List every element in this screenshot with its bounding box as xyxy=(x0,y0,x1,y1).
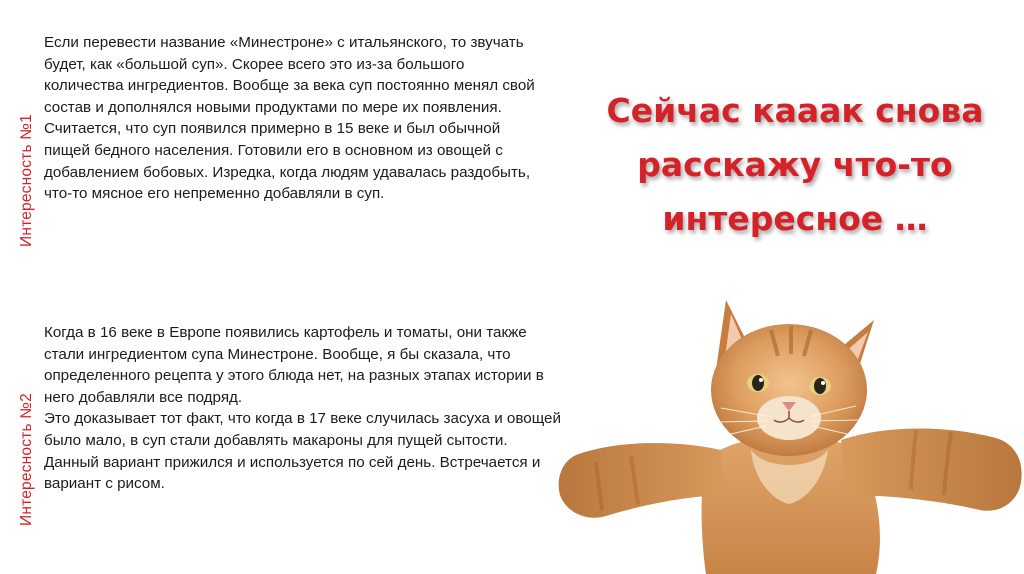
interest-label-1: Интересность №1 xyxy=(18,114,35,247)
cat-image xyxy=(556,290,1024,574)
paragraph-1-2: Считается, что суп появился примерно в 15 веке и был обычной пищей бедного населения. Готовили его в основном из овощей с добавлением бобовых. Изредка, когда людям удавалась раздобыть, что-то мясное его непременно добавляли в суп. xyxy=(44,120,531,203)
text-block-1 xyxy=(44,32,544,205)
paragraph-2-2: Это доказывает тот факт, что когда в 17 веке случилась засуха и овощей было мало, в суп стали добавлять макароны для пущей сытости. Данный вариант прижился и используется по сей день. Встречается и вариант с рисом. xyxy=(44,410,561,493)
text-block-2 xyxy=(44,322,564,495)
headline: Сейчас кааак снова расскажу что-то интересное … xyxy=(606,91,984,238)
interest-label-2: Интересность №2 xyxy=(18,393,35,526)
paragraph-1-1: Если перевести название «Минестроне» с итальянского, то звучать будет, как «большой суп». Скорее всего это из-за большого количества ингредиентов. Вообще за века суп постоянно менял свой состав и дополнялся новыми продуктами по мере их появления. xyxy=(44,34,535,116)
paragraph-2-1: Когда в 16 веке в Европе появились картофель и томаты, они также стали ингредиентом супа Минестроне. Вообще, я бы сказала, что определенного рецепта у этого блюда нет, на разных этапах истории в него добавляли все подряд. xyxy=(44,324,544,406)
